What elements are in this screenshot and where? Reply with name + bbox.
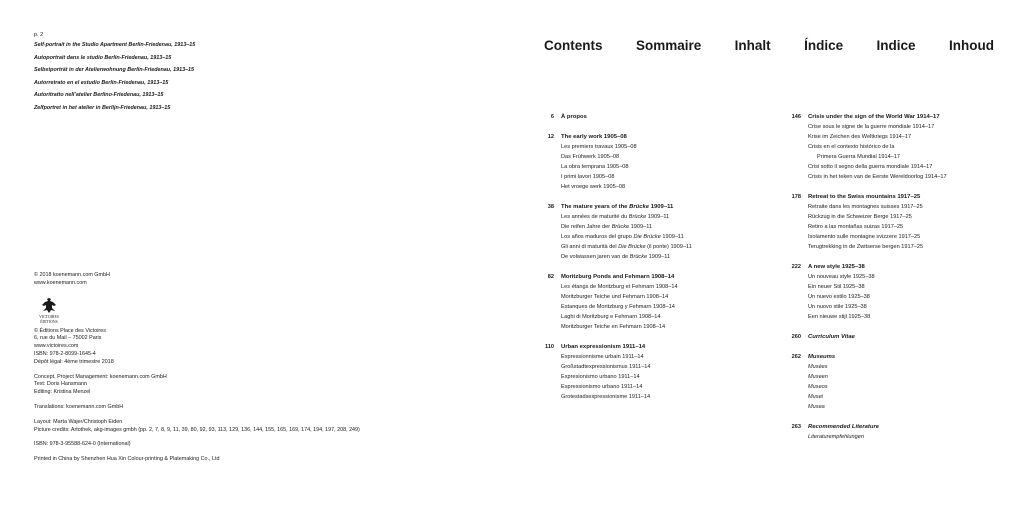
toc-subtitle: Crise sous le signe de la guerre mondiale 1914–17	[808, 124, 935, 130]
toc-subtitle: Rückzug in die Schweizer Berge 1917–25	[808, 214, 912, 220]
website-koenemann: www.koenemann.com	[34, 279, 87, 286]
toc-subtitle: Un nuevo estilo 1925–38	[808, 294, 870, 300]
text-credit: Text: Doris Hansmann	[34, 381, 88, 388]
toc-subtitle: Un nuovo stile 1925–38	[808, 304, 867, 310]
toc-subtitle: Musées	[808, 364, 828, 370]
toc-subtitle: Expresionismo urbano 1911–14	[561, 374, 640, 380]
right-page	[510, 0, 1020, 510]
toc-entry-title: Moritzburg Ponds and Fehmarn 1908–14	[561, 274, 675, 280]
toc-subtitle: Terugtrekking in de Zwitserse bergen 1917–25	[808, 244, 924, 250]
toc-subtitle: Isolamento sulle montagne svizzere 1917–25	[808, 234, 921, 240]
toc-page-number: 222	[791, 264, 801, 270]
isbn-fr: ISBN: 978-2-8099-1645-4	[34, 350, 96, 357]
toc-page-number: 12	[547, 134, 554, 140]
toc-subtitle: Crisis in het teken van de Eerste Wereldoorlog 1914–17	[808, 174, 947, 180]
toc-column-1	[510, 112, 740, 412]
toc-column-2	[772, 112, 1020, 452]
translations-credit: Translations: koenemann.com GmbH	[34, 403, 124, 410]
toc-subtitle: Laghi di Moritzburg e Fehmarn 1908–14	[561, 314, 661, 320]
toc-entry-title: Urban expressionism 1911–14	[561, 344, 646, 350]
toc-entry	[772, 262, 1020, 322]
toc-subtitle: Estanques de Moritzburg y Fehmarn 1908–14	[561, 304, 675, 310]
isbn-international: ISBN: 978-3-95588-624-0 (International)	[34, 441, 131, 448]
caption-line: Autorretrato en el estudio Berlin-Friedenau, 1913–15	[34, 79, 169, 86]
toc-entry-title: Curriculum Vitae	[808, 334, 855, 340]
toc-subtitle: Grotestadsexpressionisme 1911–14	[561, 394, 651, 400]
toc-subtitle: Das Frühwerk 1905–08	[561, 154, 620, 160]
toc-subtitle: Los años maduros del grupo Die Brücke 1909–11	[561, 234, 684, 240]
toc-subtitle: Expressionnisme urbain 1911–14	[561, 354, 644, 360]
toc-page-number: 38	[547, 204, 554, 210]
page-reference: p. 2	[34, 32, 44, 38]
toc-page-number: 262	[791, 354, 801, 360]
toc-subtitle: La obra temprana 1905–08	[561, 164, 629, 170]
depot-legal: Dépôt légal: 4ème trimestre 2018	[34, 358, 114, 365]
toc-subtitle: Primera Guerra Mundial 1914–17	[817, 154, 901, 160]
contents-title-it: Indice	[876, 38, 916, 53]
contents-header	[544, 38, 994, 53]
layout-credit: Layout: Marta Wajer/Christoph Eiden	[34, 418, 123, 425]
toc-entry-title: Recommended Literature	[808, 424, 880, 430]
toc-subtitle: Gli anni di maturità del Die Brücke (il ponte) 1909–11	[561, 244, 692, 250]
contents-title-en: Contents	[544, 38, 603, 53]
toc-subtitle: Un nouveau style 1925–38	[808, 274, 875, 280]
svg-text:ÉDITIONS: ÉDITIONS	[40, 319, 58, 324]
toc-entry	[772, 422, 1020, 442]
toc-subtitle: Musei	[808, 394, 823, 400]
toc-subtitle: Musea	[808, 404, 825, 410]
imprint	[34, 272, 494, 464]
caption-line: Self-portrait in the Studio Apartment Berlin-Friedenau, 1913–15	[34, 42, 196, 48]
toc-entry-title: À propos	[561, 114, 587, 120]
toc-entry	[510, 112, 740, 122]
toc-entry-title: A new style 1925–38	[808, 264, 865, 270]
copyright-victoires: © Éditions Place des Victoires	[34, 327, 106, 334]
website-victoires: www.victoires.com	[34, 343, 79, 350]
toc-subtitle: Moritzburger Teiche en Fehmarn 1908–14	[561, 324, 666, 330]
toc-page-number: 6	[550, 114, 554, 120]
toc-entry-title: Retreat to the Swiss mountains 1917–25	[808, 194, 921, 200]
toc-entry-title: Crisis under the sign of the World War 1914–17	[808, 114, 940, 120]
concept-credit: Concept, Project Management: koenemann.com GmbH	[34, 373, 167, 380]
toc-page-number: 110	[544, 344, 554, 350]
image-caption	[34, 31, 334, 114]
toc-subtitle: Museos	[808, 384, 828, 390]
toc-entry-title: Museums	[808, 354, 836, 360]
contents-title-nl: Inhoud	[949, 38, 994, 53]
toc-entry	[772, 192, 1020, 252]
toc-entry	[772, 352, 1020, 412]
toc-entry	[772, 112, 1020, 182]
toc-subtitle: Les étangs de Moritzburg et Fehmarn 1908–14	[561, 284, 678, 290]
toc-subtitle: Ein neuer Stil 1925–38	[808, 284, 865, 290]
toc-entry	[510, 272, 740, 332]
caption-line: Zelfportret in het atelier in Berlijn-Friedenau, 1913–15	[34, 104, 171, 111]
toc-subtitle: I primi lavori 1905–08	[561, 174, 615, 180]
toc-subtitle: Moritzburger Teiche und Fehmarn 1908–14	[561, 294, 669, 300]
toc-subtitle: Les années de maturité du Brücke 1909–11	[561, 214, 670, 220]
caption-line: Autoritratto nell’atelier Berlino-Friedenau, 1913–15	[34, 92, 164, 98]
toc-subtitle: Retiro a las montañas suizas 1917–25	[808, 224, 904, 230]
toc-page-number: 178	[791, 194, 801, 200]
toc-subtitle: Die reifen Jahre der Brücke 1909–11	[561, 224, 653, 230]
toc-subtitle: Literaturempfehlungen	[808, 434, 864, 440]
toc-subtitle: Les premiers travaux 1905–08	[561, 144, 637, 150]
victoires-editions-logo-icon	[34, 297, 64, 325]
toc-page-number: 146	[791, 114, 801, 120]
caption-line: Selbstporträt in der Atelierwohnung Berlin-Friedenau, 1913–15	[34, 67, 195, 73]
toc-page-number: 263	[791, 424, 801, 430]
toc-entry	[510, 342, 740, 402]
caption-line: Autoportrait dans le studio Berlin-Friedenau, 1913–15	[34, 54, 172, 61]
svg-text:VICTOIRES: VICTOIRES	[39, 314, 59, 319]
toc-subtitle: Een nieuwe stijl 1925–38	[808, 314, 871, 320]
toc-entry	[772, 332, 1020, 342]
toc-entry	[510, 132, 740, 192]
printed-in: Printed in China by Shenzhen Hua Xin Colour-printing & Platemaking Co., Ltd	[34, 456, 220, 463]
copyright-koenemann: © 2018 koenemann.com GmbH	[34, 272, 110, 278]
toc-subtitle: Espressionismo urbano 1911–14	[561, 384, 643, 390]
contents-title-es: Índice	[804, 38, 844, 53]
contents-title-fr: Sommaire	[635, 38, 702, 53]
contents-title-de: Inhalt	[734, 38, 771, 53]
toc-subtitle: De volwassen jaren van de Brücke 1909–11	[561, 254, 671, 260]
toc-subtitle: Retraite dans les montagnes suisses 1917–25	[808, 204, 923, 210]
toc-subtitle: Krise im Zeichen des Weltkriegs 1914–17	[808, 134, 912, 140]
toc-page-number: 82	[547, 274, 554, 280]
address: 6, rue du Mail – 75002 Paris	[34, 335, 102, 342]
toc-subtitle: Crisi sotto il segno della guerra mondiale 1914–17	[808, 164, 933, 170]
toc-subtitle: Crisis en el contexto histórico de la	[808, 144, 895, 150]
toc-subtitle: Het vroege werk 1905–08	[561, 184, 626, 190]
toc-page-number: 260	[791, 334, 801, 340]
toc-subtitle: Großstadtexpressionismus 1911–14	[561, 364, 651, 370]
toc-entry	[510, 202, 740, 262]
editing-credit: Editing: Kristina Menzel	[34, 389, 91, 396]
toc-subtitle: Museen	[808, 374, 828, 380]
picture-credits: Picture credits: Artothek, akg-images gmbh (pp. 2, 7, 8, 9, 11, 39, 80, 92, 93, 113, 129, 136, 144, 155, 165, 169, 174, 194, 197, 208, 249)	[34, 426, 360, 433]
toc-entry-title: The early work 1905–08	[561, 134, 627, 140]
toc-entry-title: The mature years of the Brücke 1909–11	[561, 204, 674, 210]
